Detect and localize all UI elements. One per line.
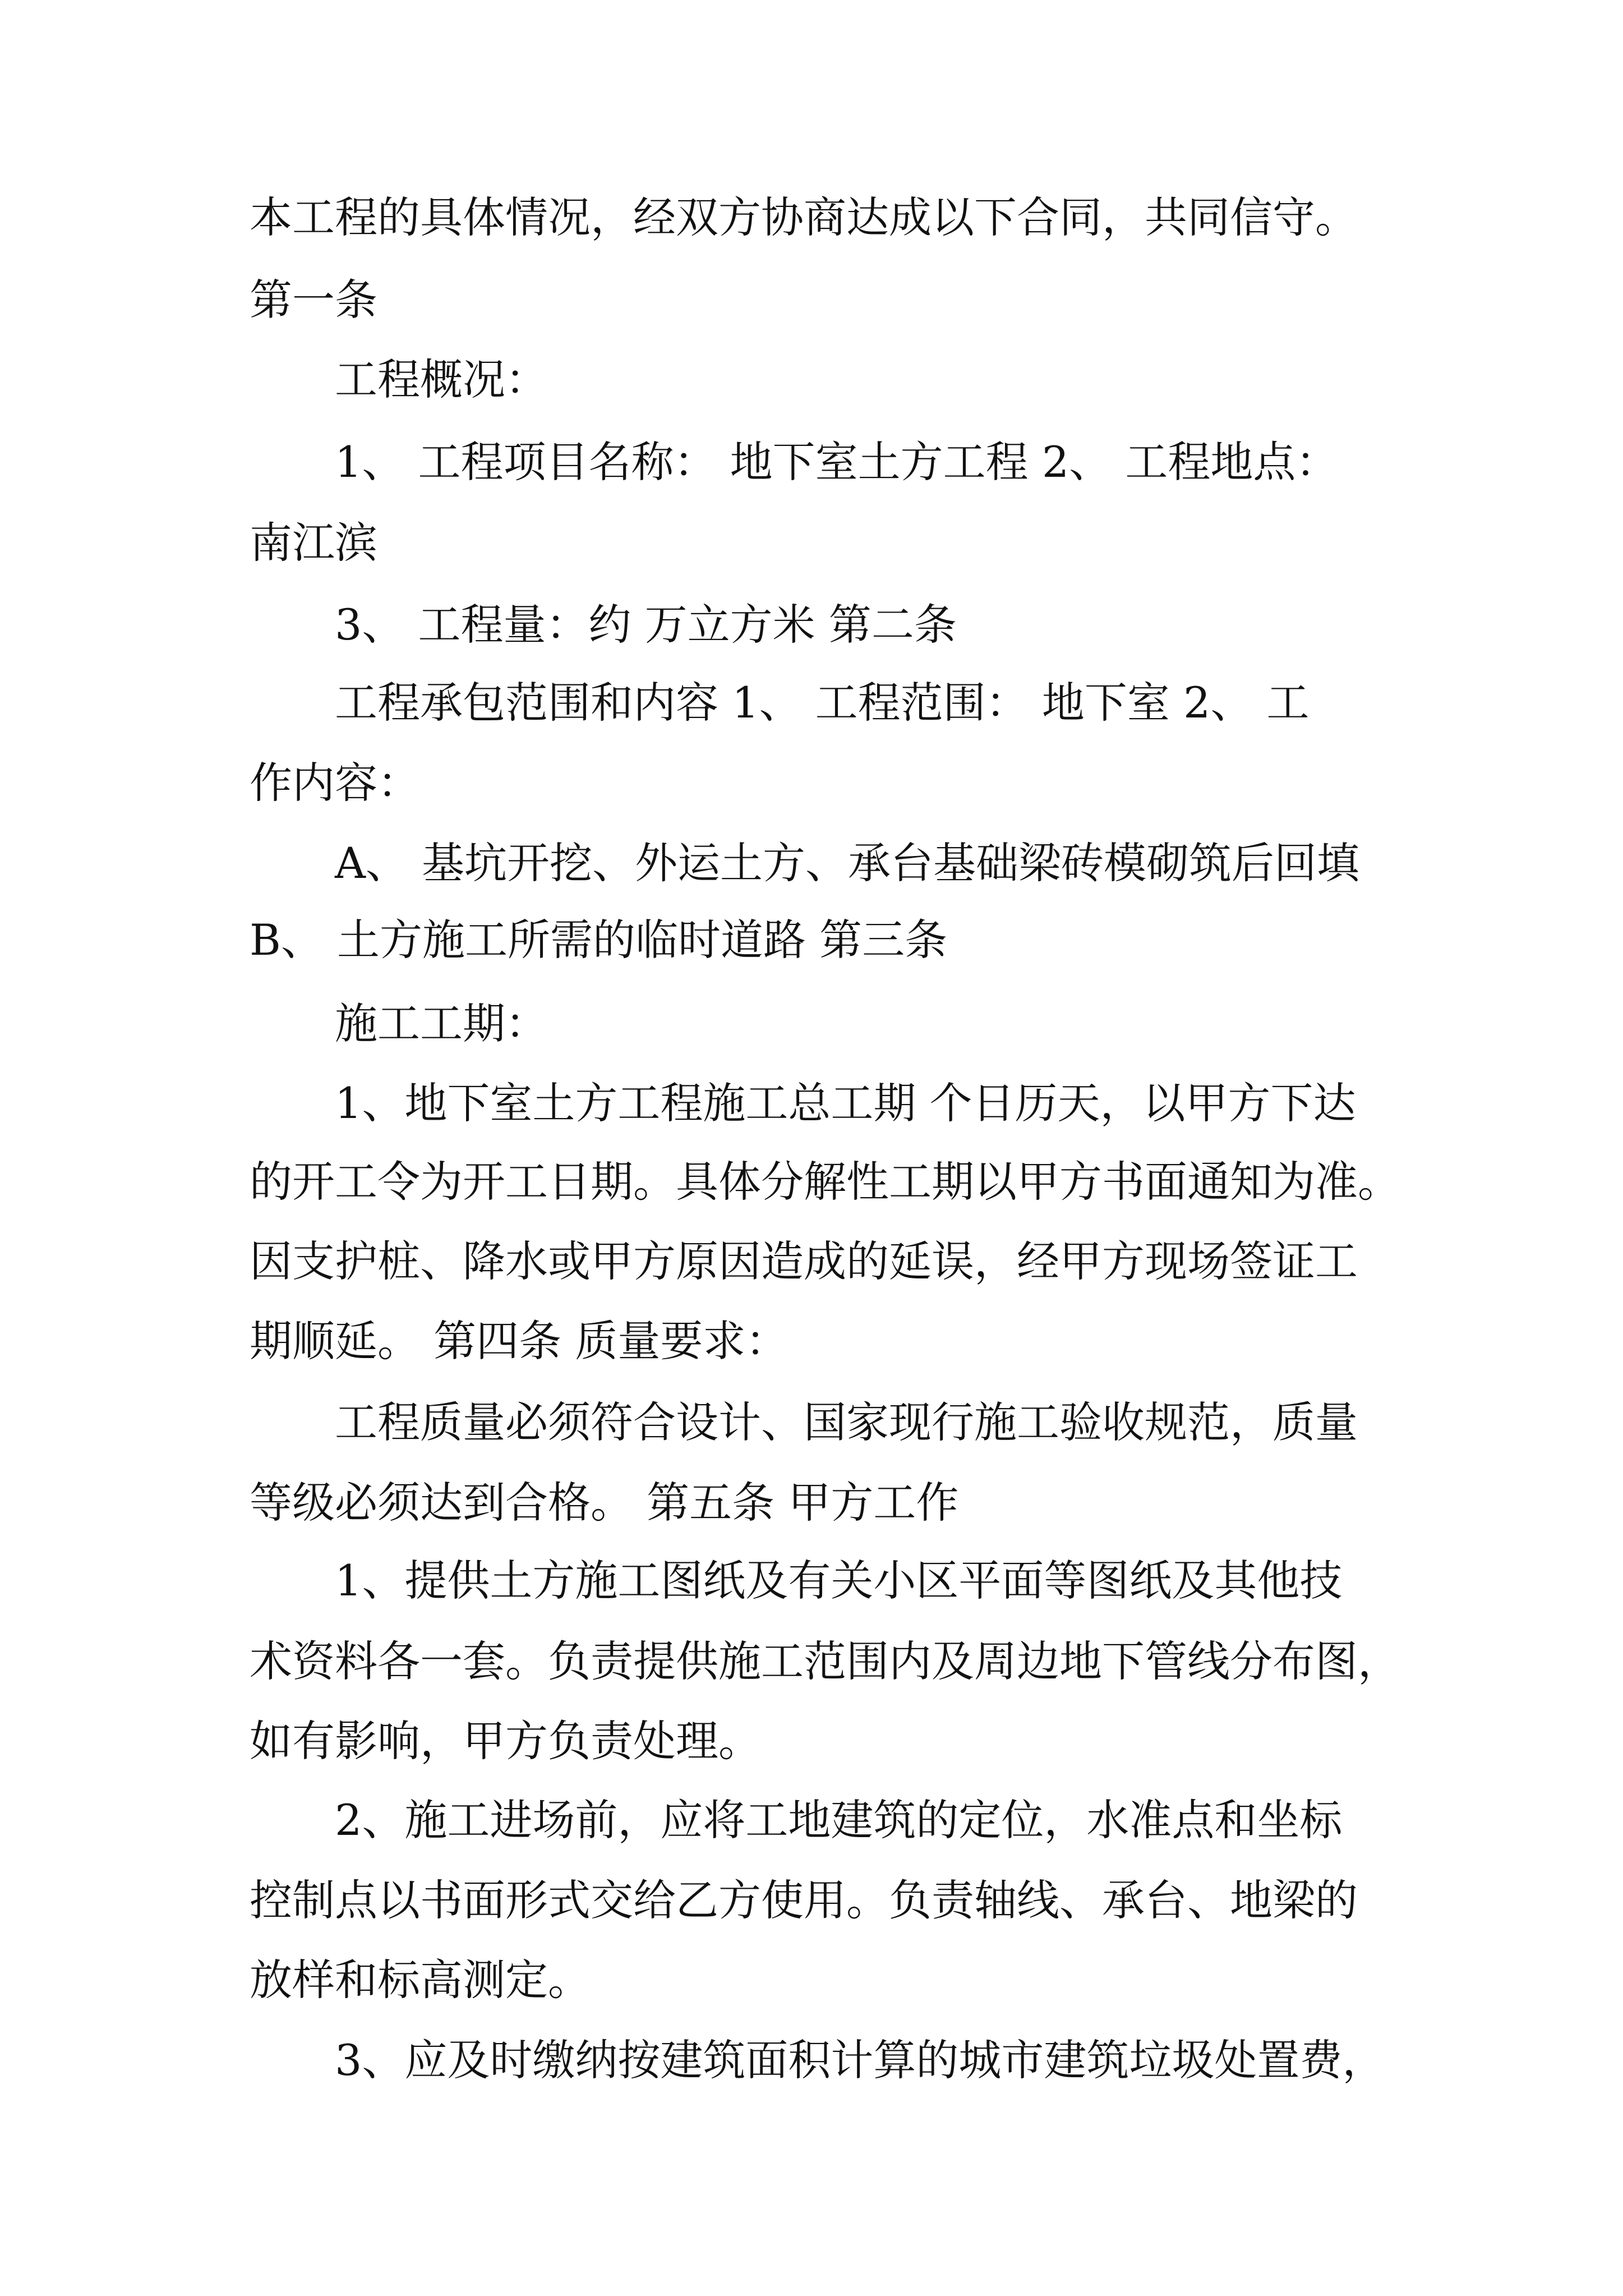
text-line: 的开工令为开工日期。具体分解性工期以甲方书面通知为准。 bbox=[250, 1157, 1400, 1207]
text-line: 等级必须达到合格。 第五条 甲方工作 bbox=[250, 1478, 959, 1527]
text-line: 因支护桩、降水或甲方原因造成的延误，经甲方现场签证工 bbox=[250, 1236, 1358, 1286]
text-line: 控制点以书面形式交给乙方使用。负责轴线、承台、地梁的 bbox=[250, 1875, 1358, 1925]
text-line: 工程概况： bbox=[335, 355, 548, 404]
text-line: 工程质量必须符合设计、国家现行施工验收规范，质量 bbox=[335, 1397, 1358, 1447]
text-line: 3、应及时缴纳按建筑面积计算的城市建筑垃圾处置费， bbox=[335, 2035, 1385, 2085]
text-line: 2、施工进场前，应将工地建筑的定位，水准点和坐标 bbox=[335, 1795, 1343, 1845]
text-line: 期顺延。 第四条 质量要求： bbox=[250, 1316, 789, 1366]
text-line: 3、 工程量：约 万立方米 第二条 bbox=[335, 600, 957, 650]
text-line: 施工工期： bbox=[335, 999, 548, 1048]
text-line: 术资料各一套。负责提供施工范围内及周边地下管线分布图， bbox=[250, 1636, 1400, 1686]
text-line: A、 基坑开挖、外运土方、承台基础梁砖模砌筑后回填 bbox=[335, 838, 1360, 888]
text-line: 如有影响，甲方负责处理。 bbox=[250, 1716, 761, 1766]
text-line: 工程承包范围和内容 1、 工程范围： 地下室 2、 工 bbox=[335, 678, 1310, 728]
text-line: B、 土方施工所需的临时道路 第三条 bbox=[250, 915, 948, 965]
text-line: 1、 工程项目名称： 地下室土方工程 2、 工程地点： bbox=[335, 437, 1339, 487]
text-line: 作内容： bbox=[250, 758, 420, 808]
text-line: 本工程的具体情况，经双方协商达成以下合同，共同信守。 bbox=[250, 192, 1358, 242]
text-line: 南江滨 bbox=[250, 518, 377, 568]
text-line: 放样和标高测定。 bbox=[250, 1955, 591, 2005]
text-line: 第一条 bbox=[250, 275, 377, 325]
text-line: 1、提供土方施工图纸及有关小区平面等图纸及其他技 bbox=[335, 1556, 1343, 1605]
text-line: 1、地下室土方工程施工总工期 个日历天，以甲方下达 bbox=[335, 1078, 1356, 1128]
